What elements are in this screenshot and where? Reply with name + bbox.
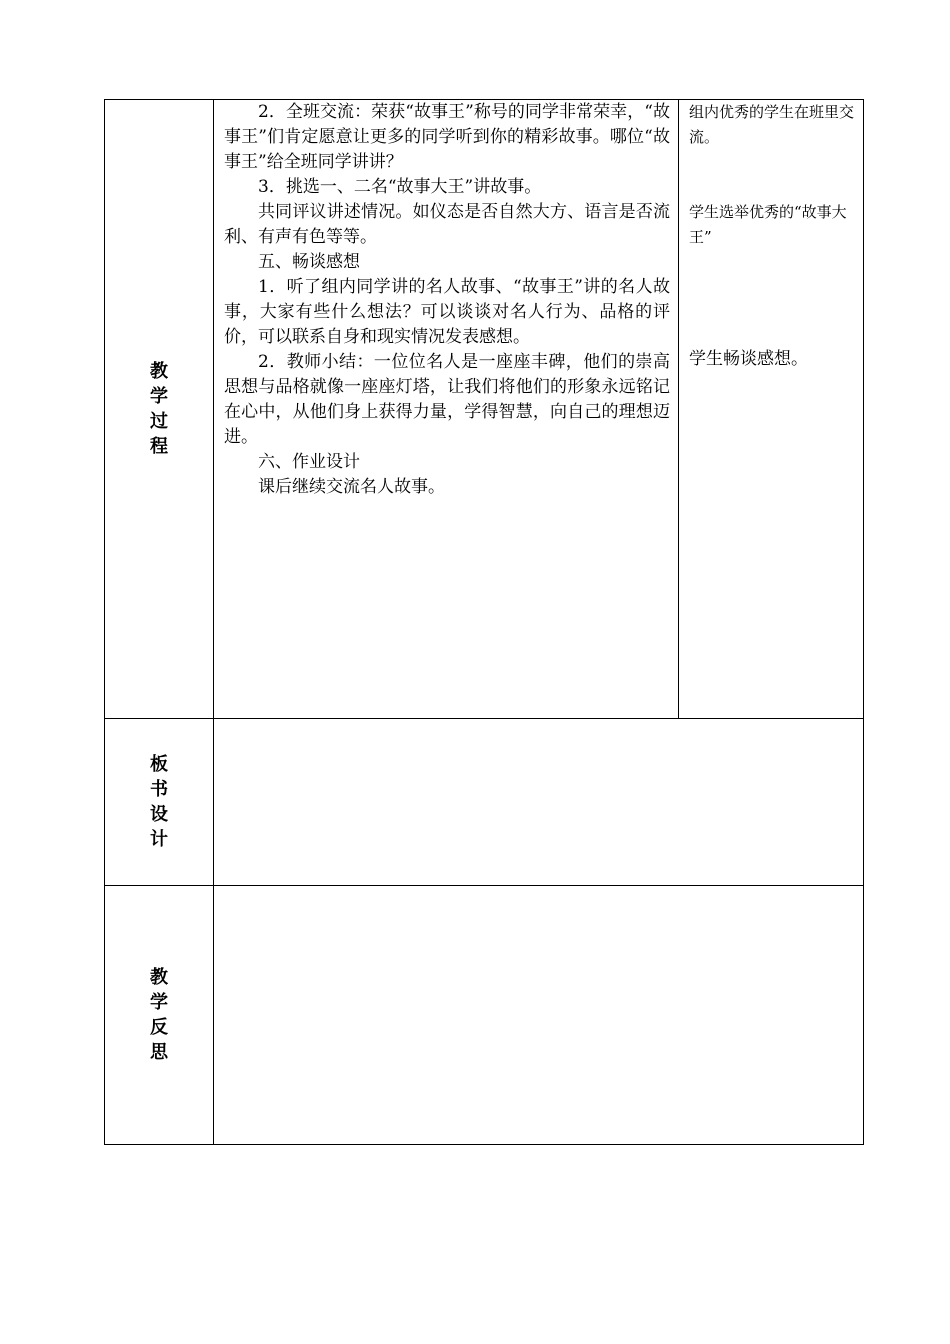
board-design-content (214, 719, 864, 886)
teaching-reflection-label-cell (105, 886, 214, 1145)
process-paragraph: 3．挑选一、二名“故事大王”讲故事。 (258, 177, 542, 197)
process-paragraph: 六、作业设计 (258, 452, 360, 472)
board-design-label-cell (105, 719, 214, 886)
board-design-label: 板书设计 (150, 754, 168, 850)
student-activity-note: 学生畅谈感想。 (689, 349, 808, 369)
process-paragraph: 2．教师小结：一位位名人是一座座丰碑，他们的崇高思想与品格就像一座座灯塔，让我们将他们的形象永远铭记在心中，从他们身上获得力量，学得智慧，向自己的理想迈进。 (224, 352, 670, 447)
student-activity-note: 组内优秀的学生在班里交流。 (689, 103, 855, 146)
process-paragraph: 1．听了组内同学讲的名人故事、“故事王”讲的名人故事，大家有些什么想法？可以谈谈对名人行为、品格的评价，可以联系自身和现实情况发表感想。 (224, 277, 670, 347)
teaching-process-content (214, 100, 679, 719)
teaching-reflection-content (214, 886, 864, 1145)
teaching-reflection-label: 教学反思 (150, 967, 168, 1063)
teaching-process-row (105, 100, 864, 719)
process-paragraph: 共同评议讲述情况。如仪态是否自然大方、语言是否流利、有声有色等等。 (224, 202, 670, 247)
process-paragraph: 五、畅谈感想 (258, 252, 360, 272)
student-activity-note: 学生选举优秀的“故事大王” (689, 203, 847, 246)
teaching-process-label: 教学过程 (150, 361, 168, 457)
process-paragraph: 课后继续交流名人故事。 (258, 477, 445, 497)
lesson-plan-table (104, 99, 864, 1145)
teaching-reflection-row (105, 886, 864, 1145)
board-design-row (105, 719, 864, 886)
process-paragraph: 2．全班交流：荣获“故事王”称号的同学非常荣幸，“故事王”们肯定愿意让更多的同学听到你的精彩故事。哪位“故事王”给全班同学讲讲？ (224, 102, 670, 172)
teaching-process-label-cell (105, 100, 214, 719)
student-activity-column (679, 100, 864, 719)
